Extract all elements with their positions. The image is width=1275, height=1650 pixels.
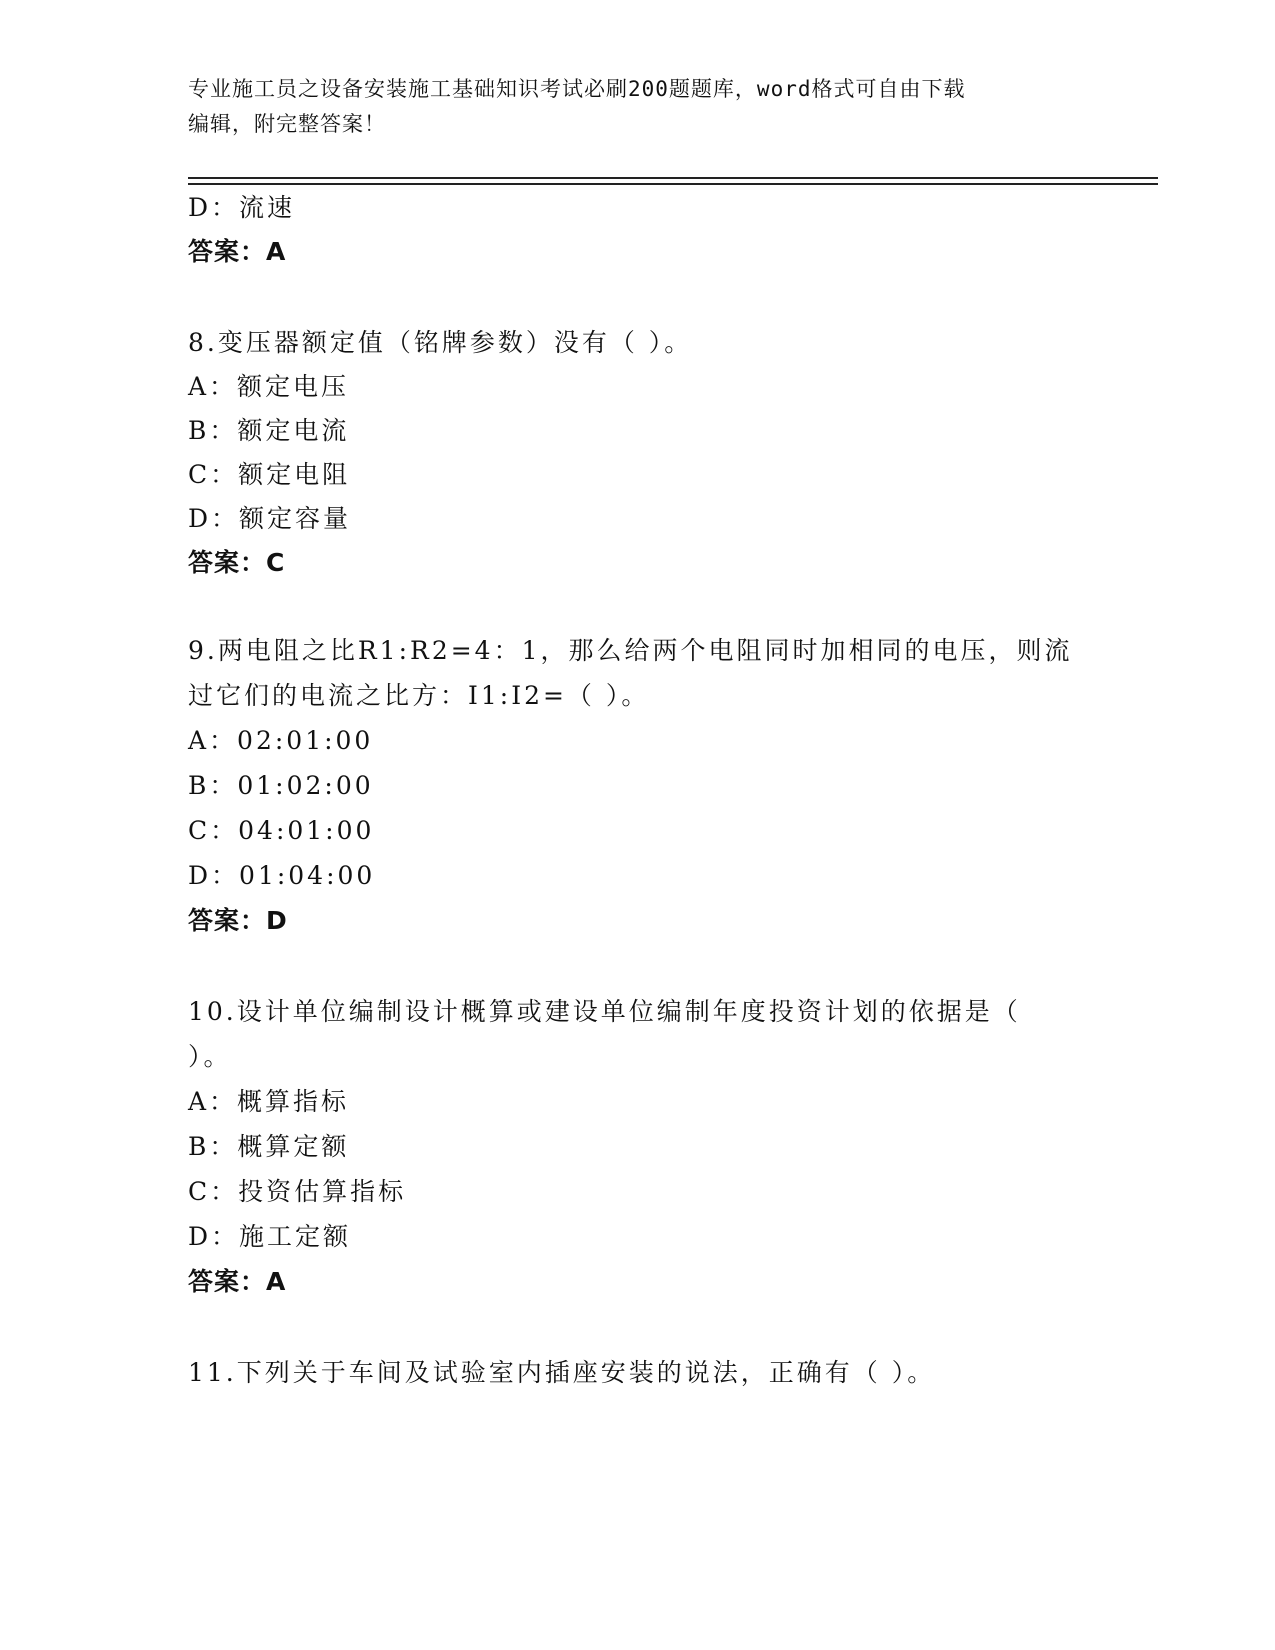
q10-stem-line-1: 10.设计单位编制设计概算或建设单位编制年度投资计划的依据是（	[188, 997, 1021, 1026]
header-line-2: 编辑，附完整答案！	[188, 112, 386, 136]
q9-stem-line-1: 9.两电阻之比R1:R2=4：1，那么给两个电阻同时加相同的电压，则流	[188, 636, 1073, 665]
q8-option-c: C：额定电阻	[188, 460, 351, 489]
q11-stem: 11.下列关于车间及试验室内插座安装的说法，正确有（ ）。	[188, 1358, 936, 1387]
q9-answer: 答案：D	[188, 906, 288, 935]
header-line-1: 专业施工员之设备安装施工基础知识考试必刷200题题库，word格式可自由下载	[188, 77, 966, 101]
q10-option-c: C：投资估算指标	[188, 1177, 407, 1206]
q9-option-a: A：02:01:00	[188, 726, 374, 755]
q8-answer: 答案：C	[188, 548, 286, 577]
q8-option-d: D：额定容量	[188, 504, 352, 533]
q9-option-d: D：01:04:00	[188, 861, 376, 890]
q8-option-a: A：额定电压	[188, 372, 350, 401]
q9-stem-line-2: 过它们的电流之比方：I1:I2=（ ）。	[188, 681, 650, 710]
q10-option-a: A：概算指标	[188, 1087, 350, 1116]
q8-option-b: B：额定电流	[188, 416, 350, 445]
q7-option-d: D：流速	[188, 193, 296, 222]
q8-stem: 8.变压器额定值（铭牌参数）没有（ ）。	[188, 328, 693, 357]
header-divider-bottom	[188, 183, 1158, 185]
q10-option-d: D：施工定额	[188, 1222, 352, 1251]
q9-option-b: B：01:02:00	[188, 771, 374, 800]
header-divider-top	[188, 177, 1158, 179]
q10-stem-line-2: ）。	[188, 1042, 232, 1071]
q10-option-b: B：概算定额	[188, 1132, 350, 1161]
q10-answer: 答案：A	[188, 1267, 287, 1296]
q7-answer: 答案：A	[188, 237, 287, 266]
document-header	[188, 72, 1068, 142]
q9-option-c: C：04:01:00	[188, 816, 375, 845]
